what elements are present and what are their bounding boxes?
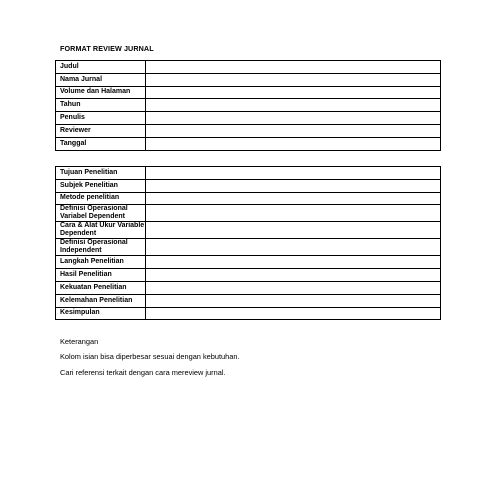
table-row (56, 179, 441, 192)
row-label-reviewer: Reviewer (56, 124, 146, 137)
table-row (56, 239, 441, 256)
table-row (56, 61, 441, 74)
row-label-judul: Judul (56, 61, 146, 74)
row-label-langkah-penelitian: Langkah Penelitian (56, 256, 146, 269)
table-row (56, 269, 441, 282)
row-label-kelemahan-penelitian: Kelemahan Penelitian (56, 294, 146, 307)
table-row (56, 192, 441, 205)
row-value-nama-jurnal[interactable] (146, 73, 441, 86)
row-label-penulis: Penulis (56, 112, 146, 125)
table-row (56, 86, 441, 99)
row-label-metode-penelitian: Metode penelitian (56, 192, 146, 205)
row-label-volume-halaman: Volume dan Halaman (56, 86, 146, 99)
row-label-tahun: Tahun (56, 99, 146, 112)
page-title: FORMAT REVIEW JURNAL (60, 44, 154, 53)
row-value-cara-alat-ukur[interactable] (146, 222, 441, 239)
row-label-definisi-operasional-dependent: Definisi Operasional Variabel Dependent (56, 205, 146, 222)
row-value-kelemahan-penelitian[interactable] (146, 294, 441, 307)
row-label-tujuan-penelitian: Tujuan Penelitian (56, 167, 146, 180)
notes-heading: Keterangan (60, 337, 99, 346)
row-value-hasil-penelitian[interactable] (146, 269, 441, 282)
row-value-tanggal[interactable] (146, 137, 441, 150)
row-label-kekuatan-penelitian: Kekuatan Penelitian (56, 281, 146, 294)
row-label-subjek-penelitian: Subjek Penelitian (56, 179, 146, 192)
table-row (56, 124, 441, 137)
row-value-kekuatan-penelitian[interactable] (146, 281, 441, 294)
row-value-volume-halaman[interactable] (146, 86, 441, 99)
row-label-tanggal: Tanggal (56, 137, 146, 150)
row-value-tahun[interactable] (146, 99, 441, 112)
row-label-hasil-penelitian: Hasil Penelitian (56, 269, 146, 282)
row-value-penulis[interactable] (146, 112, 441, 125)
review-content-table (55, 166, 441, 320)
row-value-kesimpulan[interactable] (146, 307, 441, 320)
table-row (56, 281, 441, 294)
row-value-langkah-penelitian[interactable] (146, 256, 441, 269)
row-label-definisi-operasional-independent: Definisi Operasional Independent (56, 239, 146, 256)
row-value-tujuan-penelitian[interactable] (146, 167, 441, 180)
row-value-definisi-operasional-dependent[interactable] (146, 205, 441, 222)
row-label-cara-alat-ukur: Cara & Alat Ukur Variable Dependent (56, 222, 146, 239)
table-row (56, 112, 441, 125)
row-label-nama-jurnal: Nama Jurnal (56, 73, 146, 86)
row-value-reviewer[interactable] (146, 124, 441, 137)
row-value-definisi-operasional-independent[interactable] (146, 239, 441, 256)
row-value-subjek-penelitian[interactable] (146, 179, 441, 192)
row-value-judul[interactable] (146, 61, 441, 74)
table-row (56, 99, 441, 112)
row-label-kesimpulan: Kesimpulan (56, 307, 146, 320)
row-value-metode-penelitian[interactable] (146, 192, 441, 205)
table-row (56, 137, 441, 150)
table-row (56, 222, 441, 239)
note-line-resize: Kolom isian bisa diperbesar sesuai dengan kebutuhan. (60, 352, 240, 361)
table-row (56, 307, 441, 320)
table-row (56, 205, 441, 222)
table-row (56, 73, 441, 86)
note-line-reference: Cari referensi terkait dengan cara mereview jurnal. (60, 368, 226, 377)
table-row (56, 167, 441, 180)
table-row (56, 294, 441, 307)
journal-info-table (55, 60, 441, 151)
table-row (56, 256, 441, 269)
